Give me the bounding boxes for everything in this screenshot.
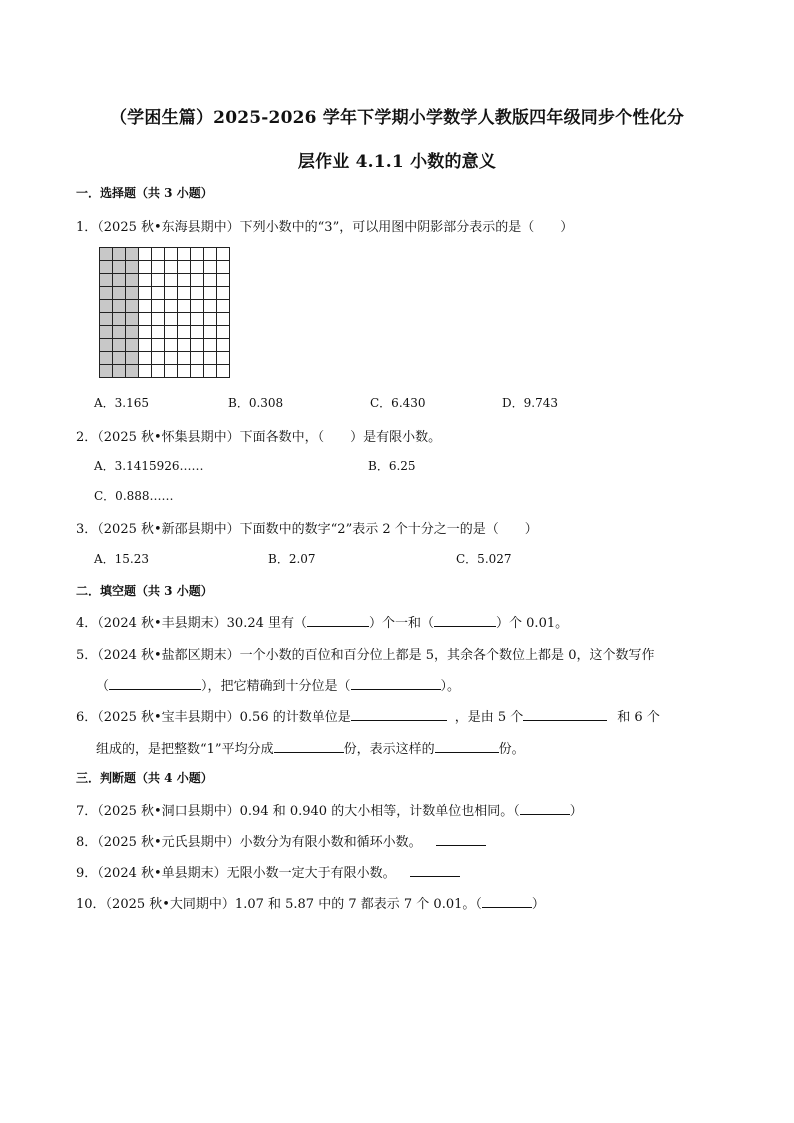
grid-cell bbox=[217, 248, 230, 261]
grid-cell bbox=[165, 261, 178, 274]
grid-cell bbox=[204, 287, 217, 300]
grid-cell bbox=[217, 300, 230, 313]
question-9-text: 9．（2024 秋•单县期末）无限小数一定大于有限小数。 bbox=[76, 866, 396, 881]
question-1-grid-figure bbox=[98, 246, 231, 383]
question-1-option-d[interactable]: D．9.743 bbox=[502, 396, 558, 410]
grid-cell bbox=[178, 326, 191, 339]
question-4 bbox=[76, 612, 568, 631]
grid-cell-shaded bbox=[126, 248, 139, 261]
grid-cell bbox=[217, 339, 230, 352]
answer-blank[interactable] bbox=[434, 612, 496, 627]
question-3-option-a[interactable]: A．15.23 bbox=[94, 552, 150, 566]
grid-cell bbox=[191, 248, 204, 261]
grid-cell bbox=[191, 300, 204, 313]
grid-cell bbox=[178, 365, 191, 378]
grid-cell bbox=[165, 313, 178, 326]
question-10-part-b: ） bbox=[531, 897, 545, 912]
grid-cell bbox=[152, 261, 165, 274]
grid-cell bbox=[191, 365, 204, 378]
grid-cell bbox=[204, 326, 217, 339]
grid-cell bbox=[178, 261, 191, 274]
question-1-option-b[interactable]: B．0.308 bbox=[228, 396, 284, 410]
grid-cell-shaded bbox=[100, 326, 113, 339]
grid-cell bbox=[139, 352, 152, 365]
grid-cell bbox=[191, 326, 204, 339]
grid-cell-shaded bbox=[126, 274, 139, 287]
grid-cell bbox=[139, 248, 152, 261]
grid-cell bbox=[178, 300, 191, 313]
grid-cell bbox=[165, 365, 178, 378]
grid-cell-shaded bbox=[113, 274, 126, 287]
grid-cell bbox=[139, 339, 152, 352]
grid-cell-shaded bbox=[100, 274, 113, 287]
document-title bbox=[60, 96, 734, 184]
question-5-part-c: ）。 bbox=[440, 679, 461, 694]
question-5-part-a: （ bbox=[96, 679, 110, 694]
grid-cell-shaded bbox=[113, 352, 126, 365]
title-line-2: 层作业 4.1.1 小数的意义 bbox=[297, 152, 497, 172]
question-9 bbox=[76, 862, 460, 881]
grid-cell bbox=[217, 274, 230, 287]
grid-cell bbox=[139, 326, 152, 339]
grid-cell-shaded bbox=[113, 300, 126, 313]
answer-blank[interactable] bbox=[523, 706, 607, 721]
grid-cell bbox=[165, 274, 178, 287]
answer-blank[interactable] bbox=[435, 738, 499, 753]
grid-cell bbox=[152, 287, 165, 300]
grid-cell bbox=[204, 339, 217, 352]
question-5-line-2 bbox=[96, 675, 460, 694]
grid-cell-shaded bbox=[100, 339, 113, 352]
grid-cell-shaded bbox=[126, 313, 139, 326]
grid-cell bbox=[204, 352, 217, 365]
grid-cell-shaded bbox=[126, 326, 139, 339]
question-6-part-e: 份，表示这样的 bbox=[343, 742, 435, 757]
question-6-part-f: 份。 bbox=[498, 742, 525, 757]
question-7 bbox=[76, 800, 583, 819]
grid-cell bbox=[178, 339, 191, 352]
grid-cell bbox=[191, 261, 204, 274]
question-10-part-a: 10．（2025 秋•大同期中）1.07 和 5.87 中的 7 都表示 7 个 0.01。（ bbox=[76, 897, 482, 912]
title-line-1: （学困生篇）2025-2026 学年下学期小学数学人教版四年级同步个性化分 bbox=[109, 108, 684, 128]
question-5-line-1: 5．（2024 秋•盐都区期末）一个小数的百位和百分位上都是 5，其余各个数位上都是 0，这个数写作 bbox=[76, 648, 655, 663]
grid-cell bbox=[152, 339, 165, 352]
grid-cell bbox=[217, 313, 230, 326]
question-7-part-b: ） bbox=[569, 804, 583, 819]
question-6-part-a: 6．（2025 秋•宝丰县期中）0.56 的计数单位是 bbox=[76, 710, 351, 725]
grid-cell bbox=[139, 365, 152, 378]
grid-cell bbox=[165, 352, 178, 365]
section-heading-fill: 二．填空题（共 3 小题） bbox=[76, 584, 213, 598]
grid-cell bbox=[191, 339, 204, 352]
grid-cell bbox=[191, 352, 204, 365]
grid-cell bbox=[191, 274, 204, 287]
grid-cell bbox=[165, 248, 178, 261]
question-4-part-c: ）个 0.01。 bbox=[496, 616, 569, 631]
question-3-text: 3．（2025 秋•新邵县期中）下面数中的数字“2”表示 2 个十分之一的是（ ） bbox=[76, 522, 538, 537]
grid-cell bbox=[204, 248, 217, 261]
grid-cell-shaded bbox=[126, 287, 139, 300]
grid-cell-shaded bbox=[126, 352, 139, 365]
question-3-option-c[interactable]: C．5.027 bbox=[456, 552, 512, 566]
question-6-line-1 bbox=[76, 706, 660, 725]
question-4-part-a: 4．（2024 秋•丰县期末）30.24 里有（ bbox=[76, 616, 308, 631]
grid-cell-shaded bbox=[113, 287, 126, 300]
question-4-part-b: ）个一和（ bbox=[369, 616, 435, 631]
grid-cell bbox=[217, 326, 230, 339]
answer-blank[interactable] bbox=[274, 738, 344, 753]
grid-cell bbox=[139, 261, 152, 274]
grid-cell-shaded bbox=[100, 287, 113, 300]
question-2-option-a[interactable]: A．3.1415926…… bbox=[94, 459, 204, 473]
grid-cell bbox=[178, 248, 191, 261]
grid-cell-shaded bbox=[113, 248, 126, 261]
section-heading-judge: 三．判断题（共 4 小题） bbox=[76, 771, 213, 785]
grid-cell bbox=[139, 313, 152, 326]
grid-cell bbox=[152, 326, 165, 339]
grid-cell-shaded bbox=[100, 248, 113, 261]
grid-cell bbox=[217, 261, 230, 274]
grid-cell bbox=[191, 313, 204, 326]
grid-cell-shaded bbox=[100, 300, 113, 313]
question-7-part-a: 7．（2025 秋•洞口县期中）0.94 和 0.940 的大小相等，计数单位也相同。（ bbox=[76, 804, 520, 819]
grid-cell-shaded bbox=[100, 365, 113, 378]
grid-cell bbox=[139, 274, 152, 287]
grid-cell bbox=[217, 352, 230, 365]
grid-cell-shaded bbox=[126, 339, 139, 352]
grid-cell-shaded bbox=[100, 261, 113, 274]
question-6-part-b: ，是由 5 个 bbox=[454, 710, 524, 725]
question-5-part-b: ），把它精确到十分位是（ bbox=[201, 679, 351, 694]
grid-cell-shaded bbox=[100, 313, 113, 326]
grid-cell bbox=[152, 274, 165, 287]
answer-blank[interactable] bbox=[482, 893, 532, 908]
grid-cell bbox=[204, 365, 217, 378]
grid-cell bbox=[152, 352, 165, 365]
grid-cell bbox=[139, 287, 152, 300]
grid-cell bbox=[139, 300, 152, 313]
question-1-option-a[interactable]: A．3.165 bbox=[94, 396, 150, 410]
question-6-part-d: 组成的，是把整数“1”平均分成 bbox=[96, 742, 274, 757]
question-8-text: 8．（2025 秋•元氏县期中）小数分为有限小数和循环小数。 bbox=[76, 835, 422, 850]
grid-cell bbox=[204, 261, 217, 274]
grid-cell bbox=[178, 313, 191, 326]
grid-cell bbox=[178, 274, 191, 287]
hundred-grid bbox=[98, 246, 231, 379]
grid-cell bbox=[204, 274, 217, 287]
grid-cell bbox=[165, 339, 178, 352]
grid-cell bbox=[165, 287, 178, 300]
grid-cell-shaded bbox=[113, 339, 126, 352]
question-2-option-c[interactable]: C．0.888…… bbox=[94, 489, 174, 503]
grid-cell-shaded bbox=[126, 261, 139, 274]
grid-cell-shaded bbox=[126, 300, 139, 313]
answer-blank[interactable] bbox=[436, 831, 486, 846]
question-8 bbox=[76, 831, 486, 850]
grid-cell-shaded bbox=[126, 365, 139, 378]
answer-blank[interactable] bbox=[520, 800, 570, 815]
grid-cell bbox=[152, 300, 165, 313]
grid-cell bbox=[178, 352, 191, 365]
grid-cell-shaded bbox=[113, 261, 126, 274]
grid-cell bbox=[152, 313, 165, 326]
grid-cell-shaded bbox=[113, 326, 126, 339]
grid-cell-shaded bbox=[113, 313, 126, 326]
grid-cell bbox=[217, 365, 230, 378]
answer-blank[interactable] bbox=[351, 675, 441, 690]
answer-blank[interactable] bbox=[109, 675, 201, 690]
grid-cell bbox=[165, 326, 178, 339]
answer-blank[interactable] bbox=[410, 862, 460, 877]
grid-cell bbox=[152, 248, 165, 261]
grid-cell bbox=[191, 287, 204, 300]
question-2-option-b[interactable]: B．6.25 bbox=[368, 459, 416, 473]
question-3-option-b[interactable]: B．2.07 bbox=[268, 552, 316, 566]
grid-cell bbox=[165, 300, 178, 313]
question-1-option-c[interactable]: C．6.430 bbox=[370, 396, 426, 410]
answer-blank[interactable] bbox=[307, 612, 369, 627]
grid-cell-shaded bbox=[100, 352, 113, 365]
question-1-text: 1．（2025 秋•东海县期中）下列小数中的“3”，可以用图中阴影部分表示的是（ ） bbox=[76, 220, 574, 235]
section-heading-choice: 一．选择题（共 3 小题） bbox=[76, 186, 213, 200]
grid-cell bbox=[204, 300, 217, 313]
question-10 bbox=[76, 893, 545, 912]
answer-blank[interactable] bbox=[351, 706, 447, 721]
grid-cell bbox=[152, 365, 165, 378]
grid-cell-shaded bbox=[113, 365, 126, 378]
grid-cell bbox=[204, 313, 217, 326]
grid-cell bbox=[178, 287, 191, 300]
question-2-text: 2．（2025 秋•怀集县期中）下面各数中，（ ）是有限小数。 bbox=[76, 430, 442, 445]
question-6-part-c: 和 6 个 bbox=[617, 710, 660, 725]
grid-cell bbox=[217, 287, 230, 300]
question-6-line-2 bbox=[96, 738, 525, 757]
